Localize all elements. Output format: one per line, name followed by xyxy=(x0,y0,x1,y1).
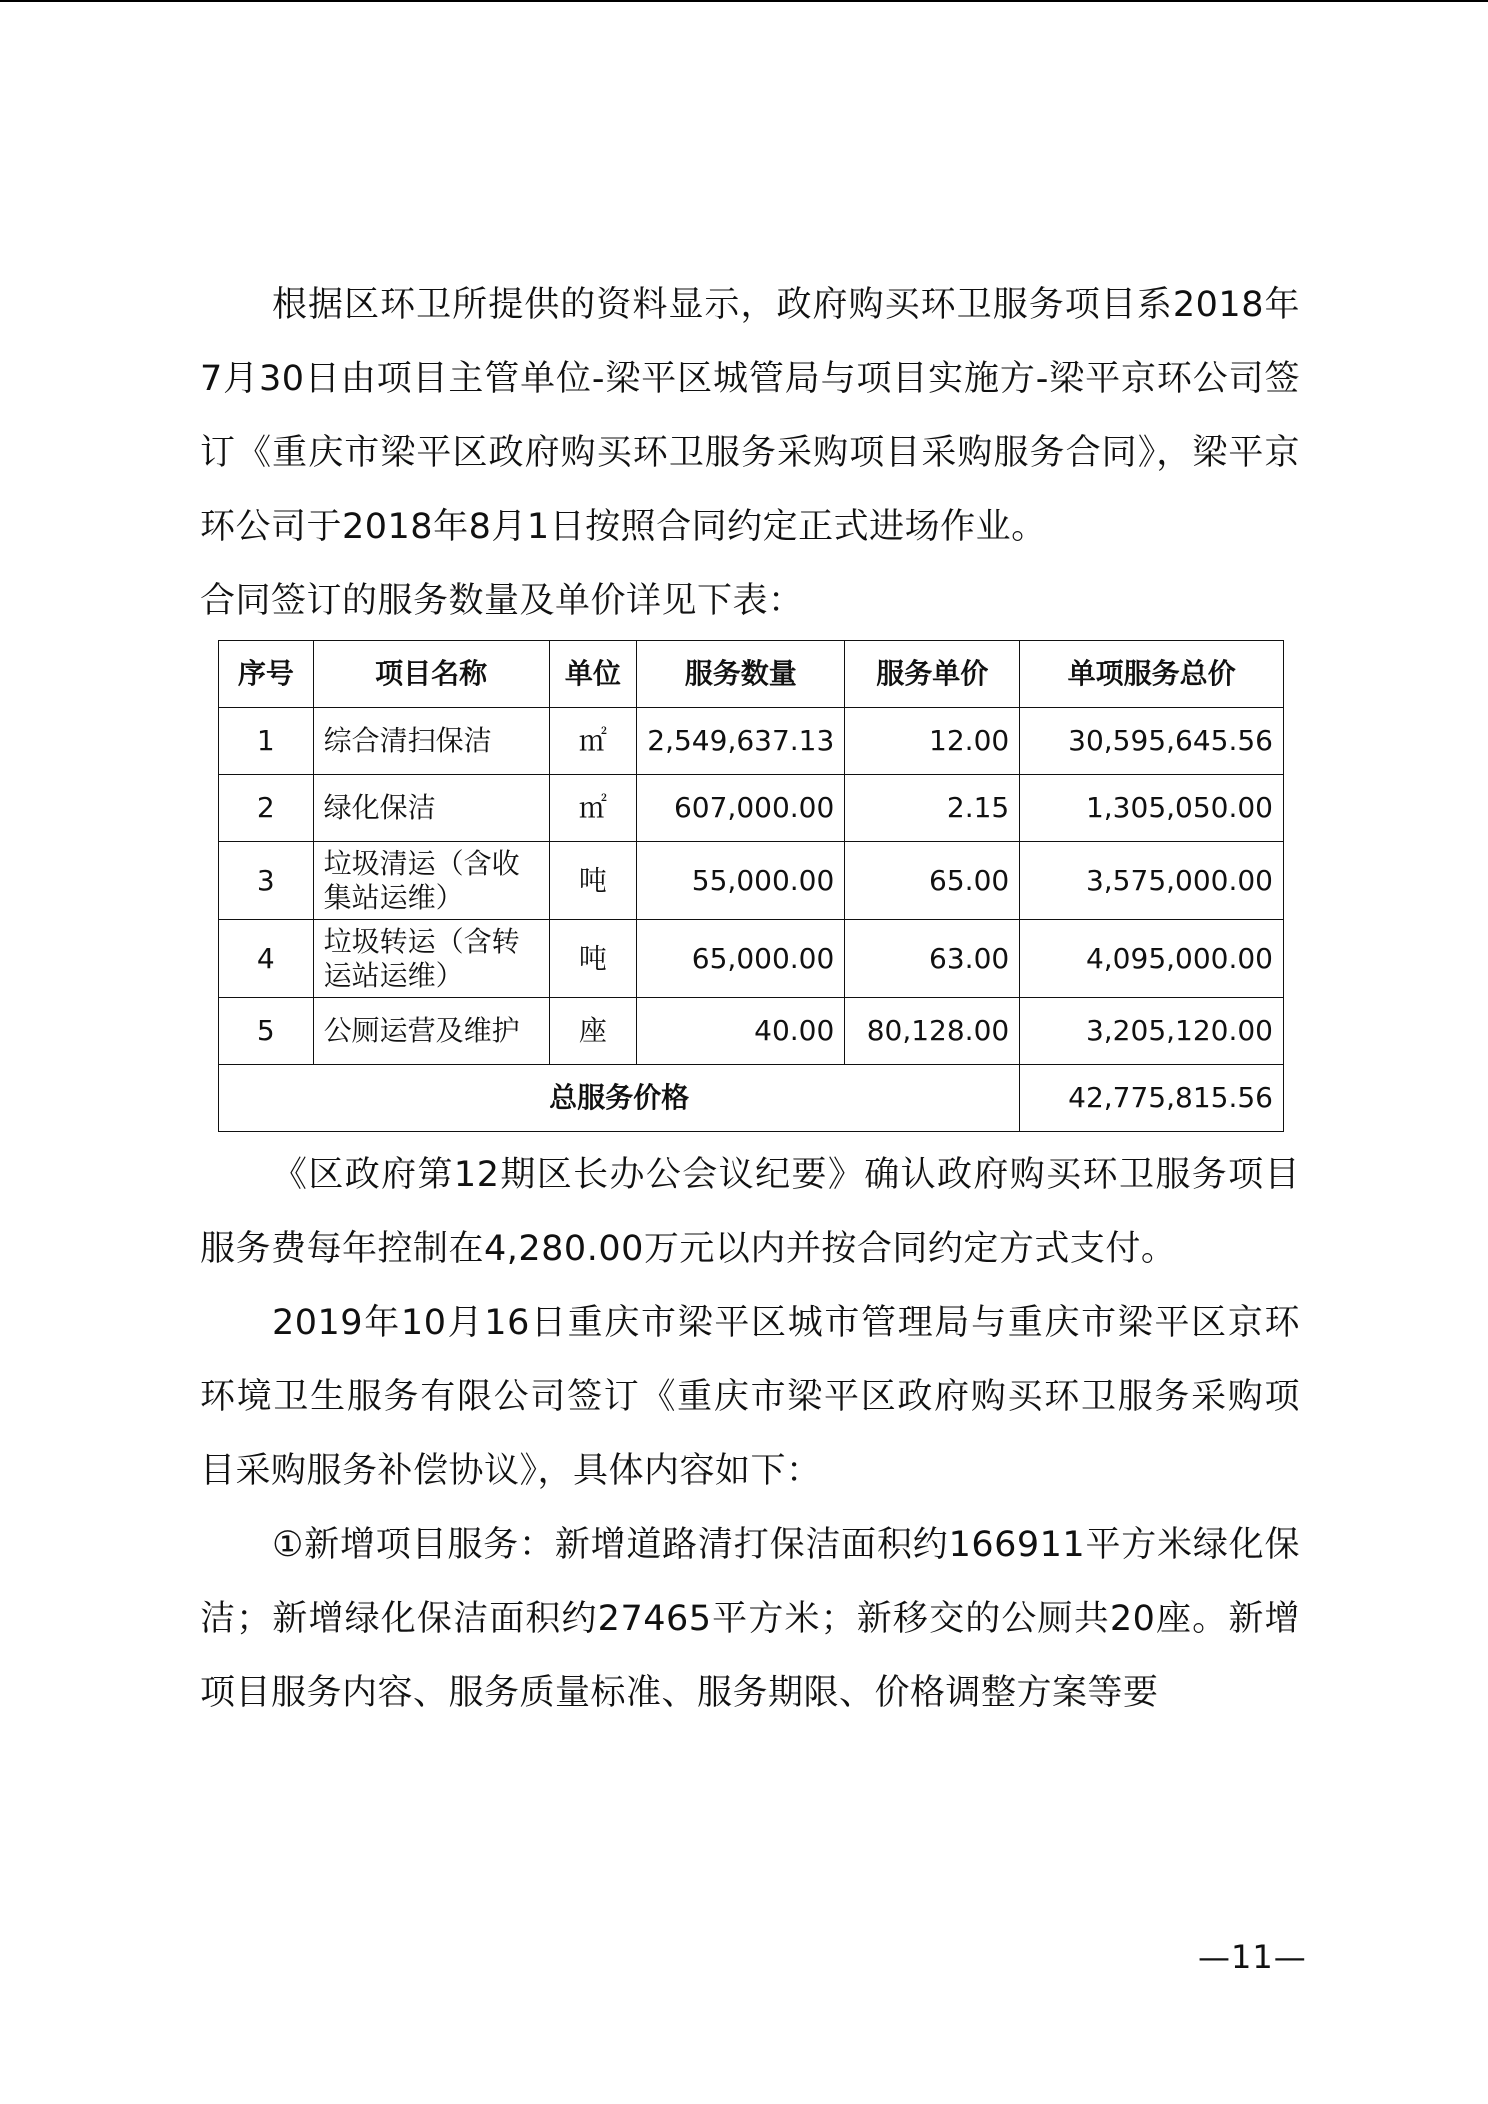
cell-no: 1 xyxy=(219,708,314,775)
header-cell-name: 项目名称 xyxy=(313,641,549,708)
paragraph-table-intro: 合同签订的服务数量及单价详见下表： xyxy=(200,581,804,621)
cell-price: 12.00 xyxy=(845,708,1020,775)
table-row xyxy=(219,998,1284,1065)
header-cell-total: 单项服务总价 xyxy=(1020,641,1284,708)
table-row xyxy=(219,920,1284,998)
cell-price: 80,128.00 xyxy=(845,998,1020,1065)
cell-price: 2.15 xyxy=(845,775,1020,842)
header-cell-unit: 单位 xyxy=(549,641,637,708)
table-row xyxy=(219,842,1284,920)
cell-no: 5 xyxy=(219,998,314,1065)
document-body xyxy=(200,268,1300,1730)
service-price-table xyxy=(218,640,1284,1132)
cell-qty: 65,000.00 xyxy=(637,920,845,998)
cell-unit: 吨 xyxy=(549,842,637,920)
paragraph-contract-intro: 根据区环卫所提供的资料显示，政府购买环卫服务项目系2018年7月30日由项目主管单位-梁平区城管局与项目实施方-梁平京环公司签订《重庆市梁平区政府购买环卫服务采购项目采购服务合同》，梁平京环公司于2018年8月1日按照合同约定正式进场作业。 xyxy=(200,285,1300,547)
cell-unit: 座 xyxy=(549,998,637,1065)
cell-name: 公厕运营及维护 xyxy=(313,998,549,1065)
table-row xyxy=(219,775,1284,842)
cell-name-line-1: 垃圾清运（含收 xyxy=(323,846,520,880)
page-top-border xyxy=(0,0,1488,2)
cell-qty: 55,000.00 xyxy=(637,842,845,920)
cell-total: 1,305,050.00 xyxy=(1020,775,1284,842)
header-cell-qty: 服务数量 xyxy=(637,641,845,708)
table-row xyxy=(219,708,1284,775)
cell-name: 绿化保洁 xyxy=(313,775,549,842)
cell-name-line-2: 运站运维） xyxy=(323,958,464,992)
cell-no: 4 xyxy=(219,920,314,998)
cell-name xyxy=(313,920,549,998)
cell-total: 3,575,000.00 xyxy=(1020,842,1284,920)
cell-name: 综合清扫保洁 xyxy=(313,708,549,775)
cell-price: 65.00 xyxy=(845,842,1020,920)
cell-no: 2 xyxy=(219,775,314,842)
cell-no: 3 xyxy=(219,842,314,920)
cell-total: 4,095,000.00 xyxy=(1020,920,1284,998)
cell-unit: ㎡ xyxy=(549,708,637,775)
cell-name-line-2: 集站运维） xyxy=(323,880,464,914)
page-number: —11— xyxy=(1198,1938,1307,1976)
cell-unit: 吨 xyxy=(549,920,637,998)
cell-total: 3,205,120.00 xyxy=(1020,998,1284,1065)
paragraph-supplementary-agreement: 2019年10月16日重庆市梁平区城市管理局与重庆市梁平区京环环境卫生服务有限公司签订《重庆市梁平区政府购买环卫服务采购项目采购服务补偿协议》，具体内容如下： xyxy=(200,1303,1300,1491)
total-label-cell: 总服务价格 xyxy=(219,1065,1020,1132)
cell-qty: 2,549,637.13 xyxy=(637,708,845,775)
paragraph-new-services: ①新增项目服务：新增道路清打保洁面积约166911平方米绿化保洁；新增绿化保洁面积约27465平方米；新移交的公厕共20座。新增项目服务内容、服务质量标准、服务期限、价格调整方案等要 xyxy=(200,1525,1300,1713)
cell-total: 30,595,645.56 xyxy=(1020,708,1284,775)
cell-unit: ㎡ xyxy=(549,775,637,842)
total-value-cell: 42,775,815.56 xyxy=(1020,1065,1284,1132)
header-cell-no: 序号 xyxy=(219,641,314,708)
table-header-row xyxy=(219,641,1284,708)
cell-name xyxy=(313,842,549,920)
cell-qty: 40.00 xyxy=(637,998,845,1065)
cell-name-line-1: 垃圾转运（含转 xyxy=(323,924,520,958)
paragraph-meeting-minutes: 《区政府第12期区长办公会议纪要》确认政府购买环卫服务项目服务费每年控制在4,280.00万元以内并按合同约定方式支付。 xyxy=(200,1155,1300,1269)
cell-qty: 607,000.00 xyxy=(637,775,845,842)
table-total-row xyxy=(219,1065,1284,1132)
header-cell-price: 服务单价 xyxy=(845,641,1020,708)
cell-price: 63.00 xyxy=(845,920,1020,998)
